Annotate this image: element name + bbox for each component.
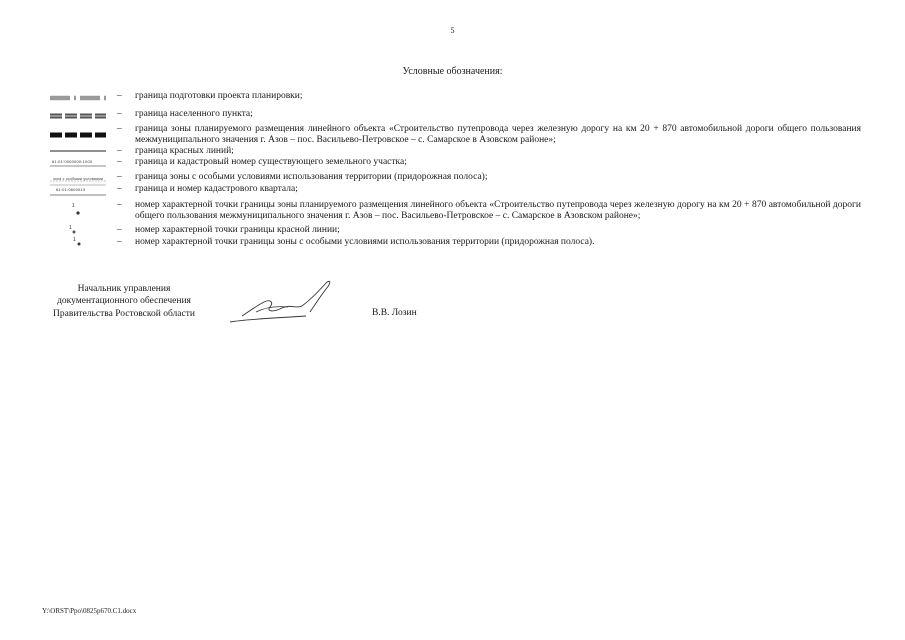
handwritten-signature	[226, 276, 338, 328]
legend-item-text: граница населенного пункта;	[135, 109, 253, 119]
legend-dash: –	[117, 124, 122, 134]
legend-dash: –	[117, 184, 122, 194]
signer-position-line: Правительства Ростовской области	[53, 308, 195, 319]
legend-item-text: граница красных линий;	[135, 146, 234, 156]
legend-dash: –	[117, 172, 122, 182]
red-line-icon	[50, 147, 106, 155]
legend-dash: –	[117, 200, 122, 210]
legend-item-text: граница подготовки проекта планировки;	[135, 91, 303, 101]
legend-dash: –	[117, 91, 122, 101]
dashed-black-line-icon	[50, 130, 106, 140]
legend-dash: –	[117, 157, 122, 167]
legend-item-text: граница и кадастровый номер существующего земельного участка;	[135, 157, 407, 167]
signer-position	[40, 283, 208, 320]
legend-dash: –	[117, 225, 122, 235]
dashed-gray-line-icon	[50, 93, 106, 103]
legend-item-text: граница и номер кадастрового квартала;	[135, 184, 298, 194]
placement-zone-point-icon	[50, 200, 106, 224]
legend-title: Условные обозначения:	[402, 66, 503, 77]
file-path: Y:\ORST\Ppo\0825p670.C1.docx	[42, 607, 137, 615]
legend-item-text: номер характерной точки границы зоны планируемого размещения линейного объекта «Строительство путепровода через железную дорогу на км 20 + 870 автомобильной дороги общего пользования межмуниципального значения г. Азов – пос. Васильево-Петровское – с. Самарское в Азовском районе»;	[135, 200, 861, 221]
roadside-zone-label: зона с особыми условиями	[53, 177, 104, 181]
signer-name: В.В. Лозин	[372, 308, 417, 318]
legend-item-text: номер характерной точки границы красной линии;	[135, 225, 340, 235]
svg-text:1: 1	[73, 237, 76, 243]
roadside-zone-point-icon	[50, 236, 106, 248]
legend-dash: –	[117, 109, 122, 119]
legend-item-text: граница зоны с особыми условиями использования территории (придорожная полоса);	[135, 172, 488, 182]
signer-position-line: документационного обеспечения	[57, 296, 191, 307]
page-number: 5	[450, 26, 455, 35]
red-line-point-icon	[50, 224, 106, 236]
legend-item-text: граница зоны планируемого размещения линейного объекта «Строительство путепровода через железную дорогу на км 20 + 870 автомобильной дороги общего пользования межмуниципального значения г. Азов – пос. Васильево-Петровское – с. Самарское в Азовском районе»;	[135, 124, 861, 145]
parcel-number-label: 61:01:0000000:1000	[52, 159, 93, 164]
dashed-dark-gray-line-icon	[50, 111, 106, 121]
signer-position-line: Начальник управления	[77, 284, 171, 294]
svg-text:1: 1	[69, 225, 72, 231]
svg-text:1: 1	[72, 203, 75, 209]
legend-dash: –	[117, 237, 122, 247]
legend-dash: –	[117, 146, 122, 156]
legend-item-text: номер характерной точки границы зоны с особыми условиями использования территории (придорожная полоса).	[135, 237, 595, 247]
quarter-number-label: 61:01:0600013	[56, 187, 86, 192]
